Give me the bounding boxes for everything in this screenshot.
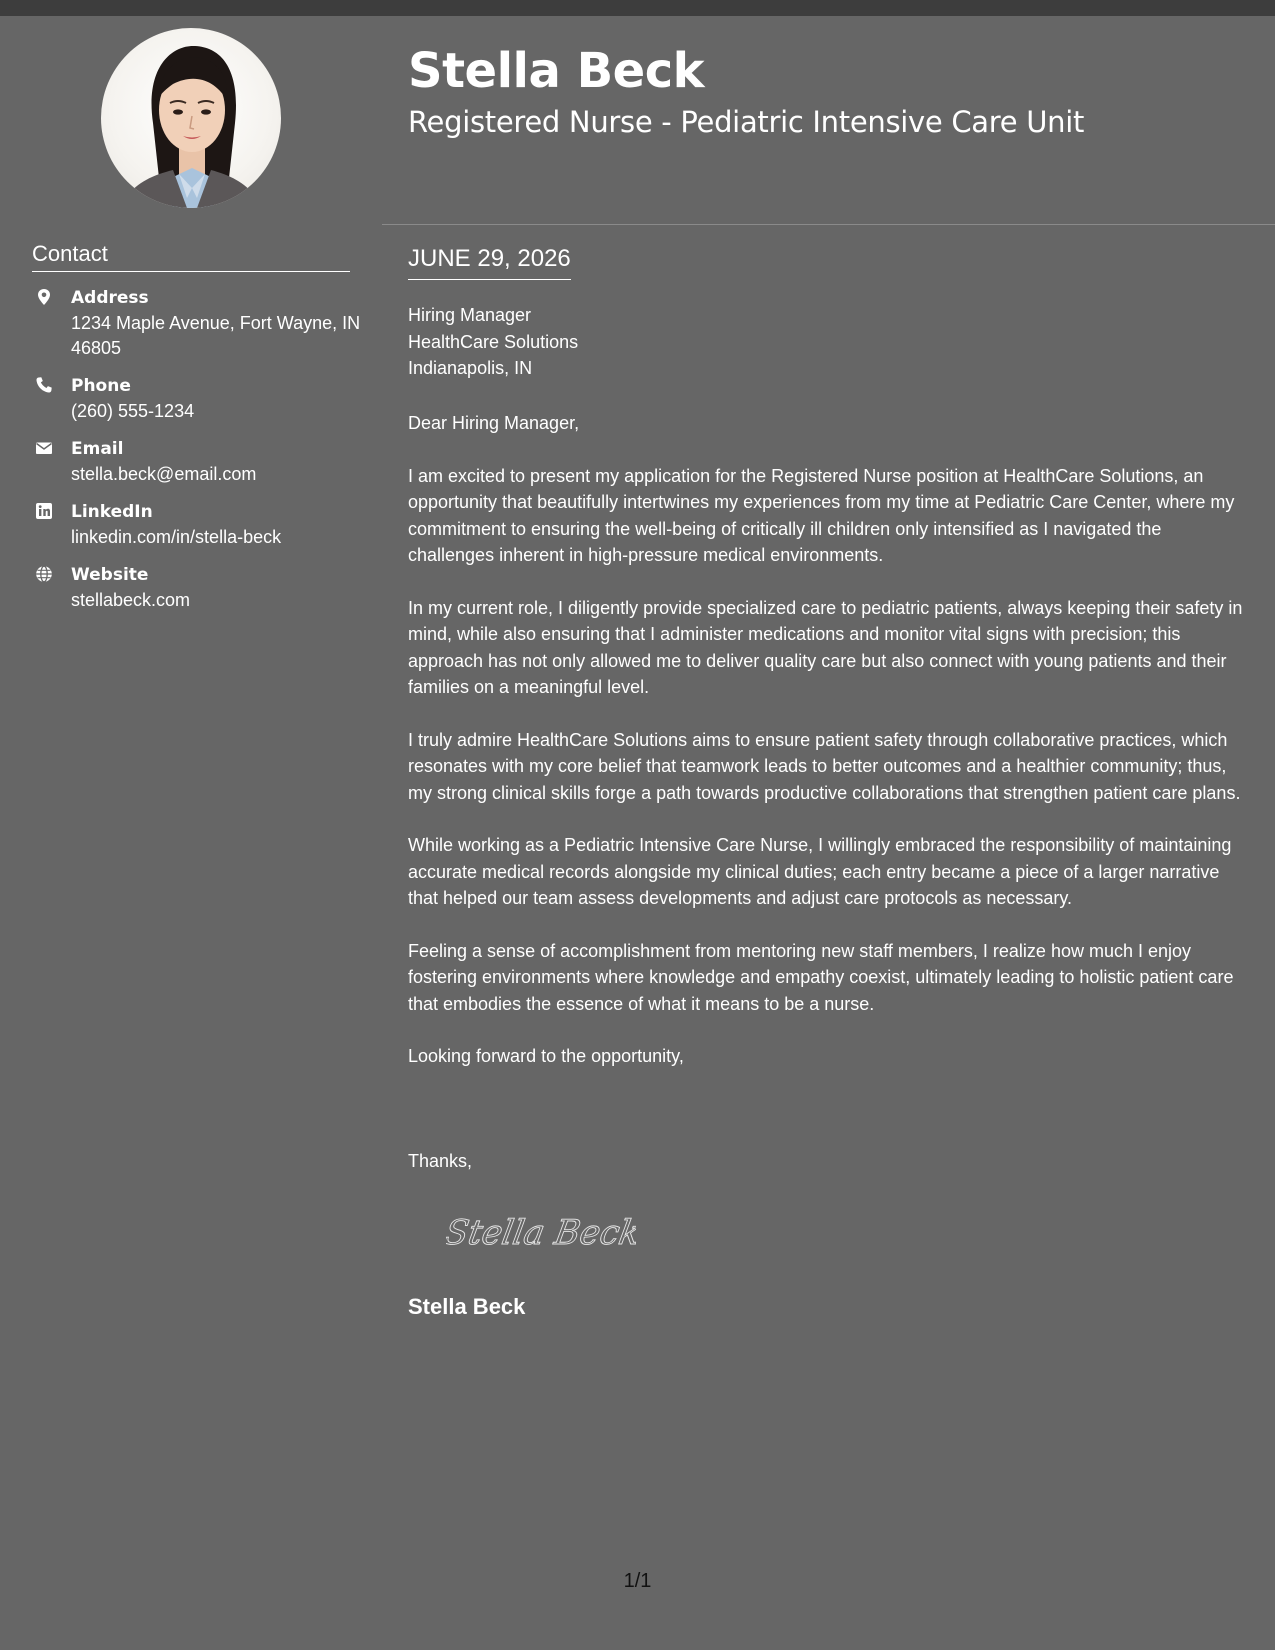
- page-number: 1/1: [623, 1570, 652, 1592]
- contact-phone: [32, 374, 362, 424]
- linkedin-value[interactable]: linkedin.com/in/stella-beck: [71, 527, 282, 547]
- linkedin-icon: [35, 502, 53, 520]
- salutation: Dear Hiring Manager,: [408, 413, 580, 433]
- applicant-name: Stella Beck: [408, 43, 705, 99]
- globe-icon: [35, 565, 53, 583]
- contact-linkedin: [32, 500, 362, 550]
- body-paragraph: I truly admire HealthCare Solutions aims to ensure patient safety through collaborative practices, which resonates with my core belief that teamwork leads to better outcomes and a healthier community; thus, my strong clinical skills forge a path towards productive collaborations that strengthen patient care plans.: [408, 729, 1241, 803]
- letter-date: JUNE 29, 2026: [408, 244, 571, 280]
- body-paragraph: I am excited to present my application for the Registered Nurse position at HealthCare Solutions, an opportunity that beautifully intertwines my experiences from my time at Pediatric Care Center, where my commitment to ensuring the well-being of critically ill children only intensified as I navigated the challenges inherent in high-pressure medical environments.: [408, 465, 1235, 565]
- contact-label: LinkedIn: [71, 502, 153, 522]
- map-pin-icon: [35, 288, 53, 306]
- sign-off: Looking forward to the opportunity,: [408, 1046, 684, 1066]
- top-bar: [0, 0, 1275, 16]
- contact-website: [32, 563, 362, 613]
- contact-address: [32, 286, 362, 361]
- contact-label: Address: [71, 288, 149, 308]
- thanks-line: Thanks,: [408, 1151, 473, 1171]
- contact-heading: Contact: [32, 241, 350, 272]
- handwritten-signature: [446, 1206, 636, 1258]
- profile-photo: [101, 28, 281, 208]
- recipient-company: HealthCare Solutions: [408, 331, 579, 352]
- envelope-icon: [35, 439, 53, 457]
- contact-label: Email: [71, 439, 124, 459]
- sidebar: [0, 16, 382, 1650]
- contact-email: [32, 437, 362, 487]
- recipient-location: Indianapolis, IN: [408, 358, 533, 378]
- address-value: 1234 Maple Avenue, Fort Wayne, IN 46805: [71, 313, 361, 358]
- contact-label: Website: [71, 565, 149, 585]
- website-value[interactable]: stellabeck.com: [71, 590, 191, 610]
- job-title: Registered Nurse - Pediatric Intensive Care Unit: [408, 105, 1085, 139]
- email-value[interactable]: stella.beck@email.com: [71, 464, 257, 484]
- header-divider: [382, 224, 1275, 225]
- recipient-block: [408, 302, 578, 382]
- phone-value: (260) 555-1234: [71, 401, 195, 421]
- body-paragraph: Feeling a sense of accomplishment from mentoring new staff members, I realize how much I enjoy fostering environments where knowledge and empathy coexist, ultimately leading to holistic patient care that embodies the essence of what it means to be a nurse.: [408, 940, 1234, 1014]
- body-paragraph: While working as a Pediatric Intensive Care Nurse, I willingly embraced the responsibility of maintaining accurate medical records alongside my clinical duties; each entry became a piece of a larger narrative that helped our team assess developments and adjust care protocols as necessary.: [408, 835, 1232, 908]
- contact-list: [32, 286, 362, 626]
- signer-name: Stella Beck: [408, 1294, 526, 1319]
- contact-label: Phone: [71, 376, 131, 396]
- svg-text:Stella Beck: Stella Beck: [446, 1213, 636, 1253]
- phone-icon: [35, 376, 53, 394]
- recipient-name: Hiring Manager: [408, 305, 532, 325]
- letter-body: [408, 410, 1248, 1096]
- body-paragraph: In my current role, I diligently provide specialized care to pediatric patients, always keeping their safety in mind, while also ensuring that I administer medications and monitor vital signs with precision; this approach has not only allowed me to deliver quality care but also connect with young patients and their families on a meaningful level.: [408, 597, 1243, 697]
